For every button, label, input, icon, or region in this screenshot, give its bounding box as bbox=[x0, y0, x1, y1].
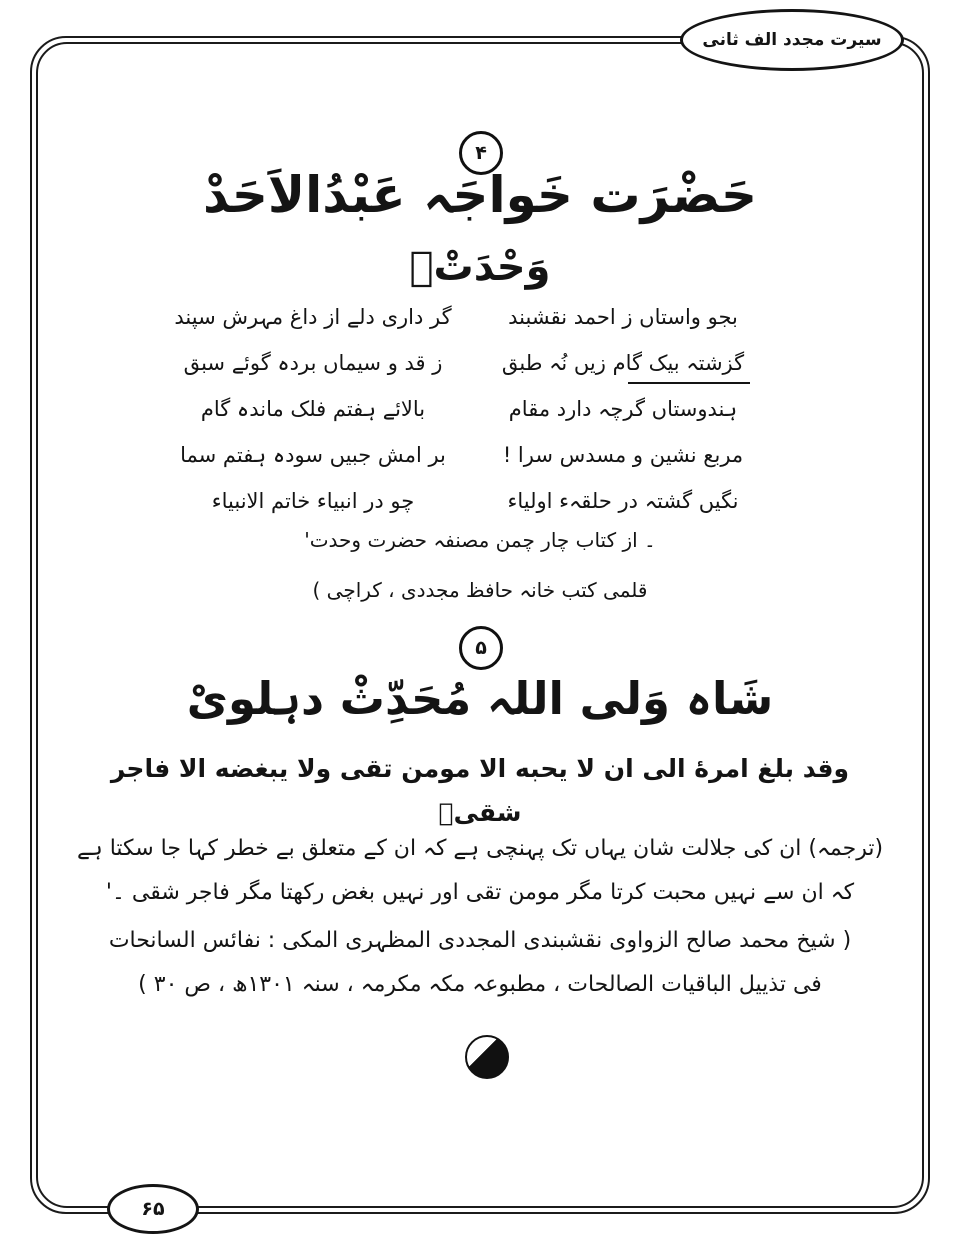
couplet-row bbox=[158, 340, 778, 386]
translation-line-2: کہ ان سے نہیں محبت کرتا مگر مومن تقی اور نہیں بغض رکھتا مگر فاجر شقی ۔' bbox=[105, 880, 855, 905]
hemistich-right: گزشتہ بیک گام زیں نُہ طبق bbox=[501, 351, 745, 375]
attribution-line-2: قلمی کتب خانہ حافظ مجددی ، کراچی ) bbox=[312, 578, 648, 602]
citation-line-2: فی تذییل الباقیات الصالحات ، مطبوعہ مکہ مکرمہ ، سنہ ۱۳۰۱ھ ، ص ۳۰ ) bbox=[138, 972, 822, 997]
section4-subheading: وَحْدَتْؒ bbox=[409, 244, 551, 290]
page-number-badge bbox=[107, 1184, 199, 1234]
arabic-quote-term: شقیؒ bbox=[438, 798, 522, 827]
hemistich-right: مربع نشین و مسدس سرا ! bbox=[502, 443, 744, 467]
section5-number-badge bbox=[459, 626, 503, 670]
hemistich-left: ز قد و سیماں بردہ گوئے سبق bbox=[183, 351, 443, 375]
header-cartouche bbox=[680, 9, 904, 71]
end-ornament-icon bbox=[465, 1035, 509, 1079]
section5-heading: شَاہ وَلی اللہ مُحَدِّثْ دہلویْ bbox=[186, 672, 774, 725]
page-number: ۶۵ bbox=[141, 1198, 165, 1220]
attribution-line-1: ۔ از کتاب چار چمن مصنفہ حضرت وحدت' bbox=[304, 528, 656, 552]
couplet-row bbox=[158, 432, 778, 478]
couplet-row bbox=[158, 294, 778, 340]
hemistich-right: بجو واستاں ز احمد نقشبند bbox=[508, 305, 738, 329]
book-title: سیرت مجدد الف ثانی bbox=[702, 30, 882, 50]
couplet-row bbox=[158, 478, 778, 524]
hemistich-right: ہندوستاں گرچہ دارد مقام bbox=[508, 397, 738, 421]
translation-line-1: (ترجمہ) ان کی جلالت شان یہاں تک پہنچی ہے کہ ان کے متعلق بے خطر کہا جا سکتا ہے bbox=[76, 836, 884, 861]
couplet-row bbox=[158, 386, 778, 432]
section4-heading: حَضْرَت خَواجَہ عَبْدُالاَحَدْ bbox=[202, 166, 758, 224]
hemistich-right: نگیں گشتہ در حلقہء اولیاء bbox=[507, 489, 739, 513]
section4-number: ۴ bbox=[475, 142, 487, 164]
hemistich-left: چو در انبیاء خاتم الانبیاء bbox=[211, 489, 415, 513]
hemistich-left: بالائے ہفتم فلک ماندہ گام bbox=[200, 397, 426, 421]
hemistich-left: بر امش جبیں سودہ ہفتم سما bbox=[180, 443, 446, 467]
citation-line-1: ( شیخ محمد صالح الزواوی نقشبندی المجددی المظہری المکی : نفائس السانحات bbox=[108, 928, 852, 953]
hemistich-left: گر داری دلے از داغ مہرش سپند bbox=[174, 305, 452, 329]
verse-underline-decoration bbox=[628, 382, 750, 384]
arabic-quote-line: وقد بلغ امرهٔ الی ان لا یحبه الا مومن تقی ولا یبغضه الا فاجر bbox=[110, 754, 850, 783]
section5-number: ۵ bbox=[475, 637, 487, 659]
couplets-block bbox=[158, 294, 778, 524]
